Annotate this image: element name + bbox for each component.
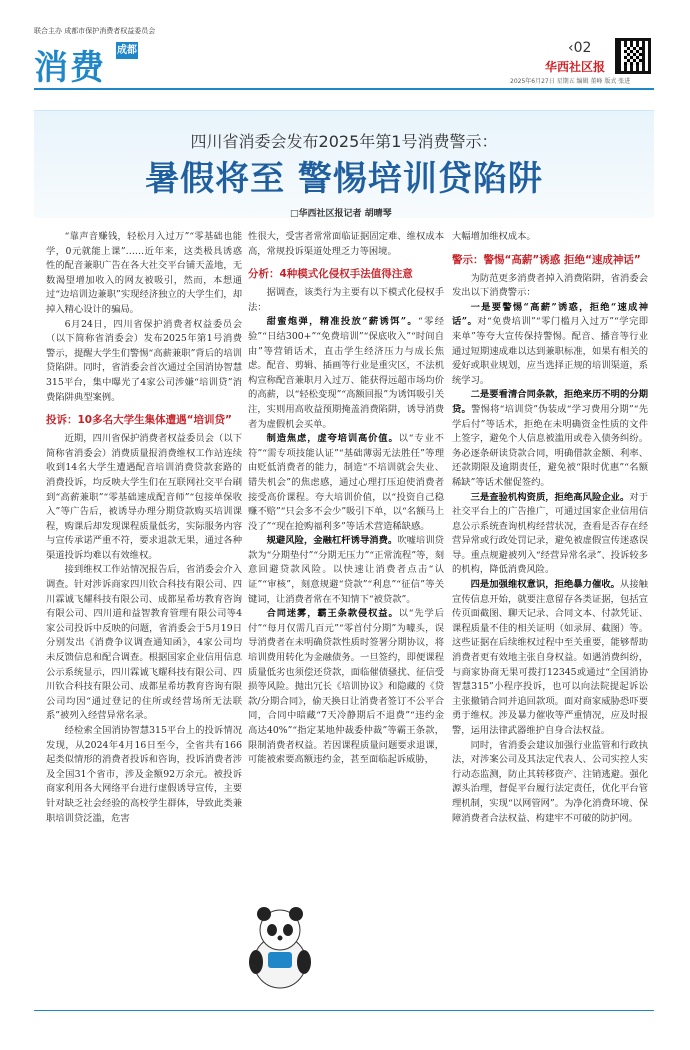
brand-name: 华西社区报: [545, 60, 606, 74]
paragraph: “靠声音赚钱，轻松月入过万”“零基础也能学，0元就能上课”……近年来，这类极具诱惑性的配音兼职广告在各大社交平台铺天盖地，无数渴望增加收入的网友被吸引，然而，本想通过“边培训边兼职”实现经济独立的大学生们，却掉入精心设计的骗局。: [46, 231, 242, 315]
paragraph-text: 以“专业不符”“需专项技能认证”“基础薄弱无法胜任”等理由贬低消费者的能力，制造“不培训就会失业、错失机会”的焦虑感，通过心理打压迫使消费者接受高价课程。夸大培训价值，以“投资自己稳赚不赔”“只会多不会少”吸引下单，以“名额马上没了”“现在抢购福利多”等话术营造稀缺感。: [248, 433, 444, 532]
section-heading: 分析：4种模式化侵权手法值得注意: [248, 268, 413, 281]
paragraph: 6月24日，四川省保护消费者权益委员会（以下简称省消委会）发布2025年第1号消费警示，提醒大学生们警惕“高薪兼职”背后的培训贷陷阱。同时，省消委会首次通过全国消协智慧315平台，集中曝光了4家公司涉嫌“培训贷”消费陷阱典型案例。: [46, 318, 242, 403]
paragraph: [452, 388, 648, 490]
bottom-rule: [34, 1010, 654, 1011]
paragraph: 经检索全国消协智慧315平台上的投诉情况发现，从2024年4月16日至今，全省共有166起类似情形的消费者投诉和咨询，投诉消费者涉及全国31个省市，涉及金额92万余元。被投诉商家利用各大网络平台进行虚假诱导宣传，主要针对缺乏社会经验的高校学生群体，导致此类兼职培训贷泛滥，危害: [46, 725, 242, 824]
column-3: [452, 230, 648, 826]
paragraph: 性很大，受害者常常面临证据固定难、维权成本高，常规投诉渠道处理乏力等困境。: [248, 231, 444, 257]
page-number: ‹02: [568, 40, 592, 56]
lead-phrase: 合同迷雾，霸王条款侵权益。: [266, 608, 399, 620]
paragraph-text: 从接触宣传信息开始，就要注意留存各类证据，包括宣传页面截图、聊天记录、合同文本、付款凭证、课程质量不佳的相关证明（如录屏、截图）等。这些证据在后续维权过程中至关重要，能够帮助消费者更有效地主张自身权益。如遇消费纠纷，与商家协商无果可拨打12345或通过“全国消协智慧315”小程序投诉，也可以向法院提起诉讼主张撤销合同并追回款项。面对商家威胁恐吓要勇于维权。涉及暴力催收等严重情况，应及时报警，运用法律武器维护自身合法权益。: [452, 579, 648, 736]
masthead: [34, 38, 154, 86]
date-line: 2025年6月27日 星期五 编辑 董峰 版式 张进: [510, 78, 631, 85]
paragraph-text: 吹嘘培训贷款为“分期垫付”“分期无压力”“正常流程”等，刻意回避贷款风险。以快速让消费者点击“认证”“审核”，刻意规避“贷款”“利息”“征信”等关键词，让消费者常在不知情下“被贷款”。: [248, 535, 444, 605]
paragraph: [452, 301, 648, 389]
lead-phrase: 二是要看清合同条款，拒绝来历不明的分期贷。: [452, 389, 648, 415]
hero-banner: [34, 110, 654, 218]
paragraph: [452, 578, 648, 739]
top-rule: [34, 88, 654, 90]
masthead-city: 成都: [116, 42, 138, 59]
lead-phrase: 四是加强维权意识，拒绝暴力催收。: [470, 579, 620, 591]
paragraph: [248, 534, 444, 607]
paragraph: 接到维权工作站情况报告后，省消委会介入调查。针对涉诉商家四川钦合科技有限公司、四川霖诚飞耀科技有限公司、成都星希坊教育咨询有限公司、四川道和益智教育管理有限公司等4家公司投诉中反映的问题，省消委会于5月19日分别发出《消费争议调查通知函》，4家公司均未反馈信息和配合调查。根据国家企业信用信息公示系统显示，四川霖诚飞耀科技有限公司、四川钦合科技有限公司、成都星希坊教育咨询有限公司均因“通过登记的住所或经营场所无法联系”被列入经营异常名录。: [46, 564, 242, 722]
paragraph-text: 对于社交平台上的广告推广，可通过国家企业信用信息公示系统查询机构经营状况，查看是否存在经营异常或行政处罚记录，避免被虚假宣传迷惑误导。重点规避被列入“经营异常名录”、投诉较多的机构，降低消费风险。: [452, 491, 648, 576]
paragraph: 近期，四川省保护消费者权益委员会（以下简称省消委会）消费质量报消费维权工作站连续收到14名大学生遭遇配音培训消费贷款套路的消费投诉，均反映大学生们在互联网社交平台刷到“高薪兼职”“零基础速成配音师”“包接单保收入”等广告后，被诱导办理分期贷款购买培训课程，购课后却发现课程质量低劣，实际服务内容与宣传承诺严重不符，要求退款无果，通过各种渠道投诉均难以有效维权。: [46, 433, 242, 561]
paragraph: 为防范更多消费者掉入消费陷阱，省消委会发出以下消费警示：: [452, 272, 648, 299]
paragraph: 大幅增加维权成本。: [452, 231, 536, 242]
section-heading: 投诉：10多名大学生集体遭遇“培训贷”: [46, 414, 232, 427]
paragraph: [248, 607, 444, 768]
masthead-title: 消费: [34, 48, 106, 88]
paragraph: [248, 315, 444, 432]
paragraph-text: 警惕将“培训贷”伪装成“学习费用分期”“先学后付”等话术，拒绝在未明确资金性质的文件上签字，避免个人信息被滥用或卷入债务纠纷。务必逐条研读贷款合同，明确借款金额、利率、还款期限及逾期责任，避免被“限时优惠”“名额稀缺”等话术催促签约。: [452, 403, 648, 488]
column-1: [46, 230, 242, 826]
paragraph-text: 对“免费培训”“零门槛月入过万”“学完即来单”等夸大宣传保持警惕。配音、播音等行业通过短期速成难以达到兼职标准，如果有相关的爱好或职业规划，应当选择正规的培训渠道，系统学习。: [452, 316, 648, 386]
panda-mascot-icon: [240, 900, 320, 990]
lead-phrase: 制造焦虑，虚夸培训高价值。: [266, 433, 399, 445]
qr-code-icon: [615, 38, 651, 74]
top-line: 联合主办 成都市保护消费者权益委员会: [34, 27, 156, 35]
paragraph-text: 以“先学后付”“每月仅需几百元”“零首付分期”为噱头，误导消费者在未明确贷款性质时签署分期协议，将培训费用转化为金融债务。一旦签约，即便课程质量低劣也须偿还贷款，面临催债骚扰、征信受损等风险。抛出冗长《培训协议》和隐藏的《贷款/分期合同》，偷天换日让消费者签订不公平合同，合同中暗藏“7天冷静期后不退费”“违约金高达40%”“指定某地仲裁委仲裁”等霸王条款，限制消费者权益。若因课程质量问题要求退课，可能被索要高额违约金，甚至面临起诉威胁，: [248, 608, 444, 766]
paragraph: 同时，省消委会建议加强行业监管和行政执法，对涉案公司及其法定代表人、公司实控人实行动态监测，防止其转移资产、注销逃避。强化源头治理，督促平台履行法定责任，优化平台管理机制，实现“以网管网”。为净化消费环境、保障消费者合法权益、构建牢不可破的防护网。: [452, 739, 648, 824]
paragraph: [248, 432, 444, 534]
headline: 暑假将至 警惕培训贷陷阱: [145, 159, 543, 199]
paragraph: [452, 491, 648, 579]
lead-phrase: 规避风险，金融杠杆诱导消费。: [266, 535, 398, 547]
section-heading: 警示：警惕“高薪”诱惑 拒绝“速成神话”: [452, 253, 641, 266]
lead-phrase: 甜蜜炮弹，精准投放“薪诱饵”。: [266, 316, 418, 328]
subhead: 四川省消委会发布2025年第1号消费警示：: [190, 132, 498, 151]
paragraph-text: “零经验”“日结300+”“免费培训”“保底收入”“时间自由”等营销话术，直击学生经济压力与成长焦虑。配音、剪辑、插画等行业是重灾区，不法机构宣称配音兼职月入过万、能获得远超市场均价的高薪，以“轻松变现”“高额回报”为诱饵吸引关注，实则用高收益预期掩盖消费陷阱，诱导消费者为虚假机会买单。: [248, 316, 444, 430]
column-2: [248, 230, 444, 768]
lead-phrase: 三是查验机构资质，拒绝高风险企业。: [470, 491, 630, 503]
paragraph: 据调查，该类行为主要有以下模式化侵权手法：: [248, 287, 444, 313]
lead-phrase: 一是要警惕“高薪”诱惑，拒绝“速成神话”。: [452, 301, 648, 328]
byline: □华西社区报记者 胡晴琴: [290, 209, 392, 219]
